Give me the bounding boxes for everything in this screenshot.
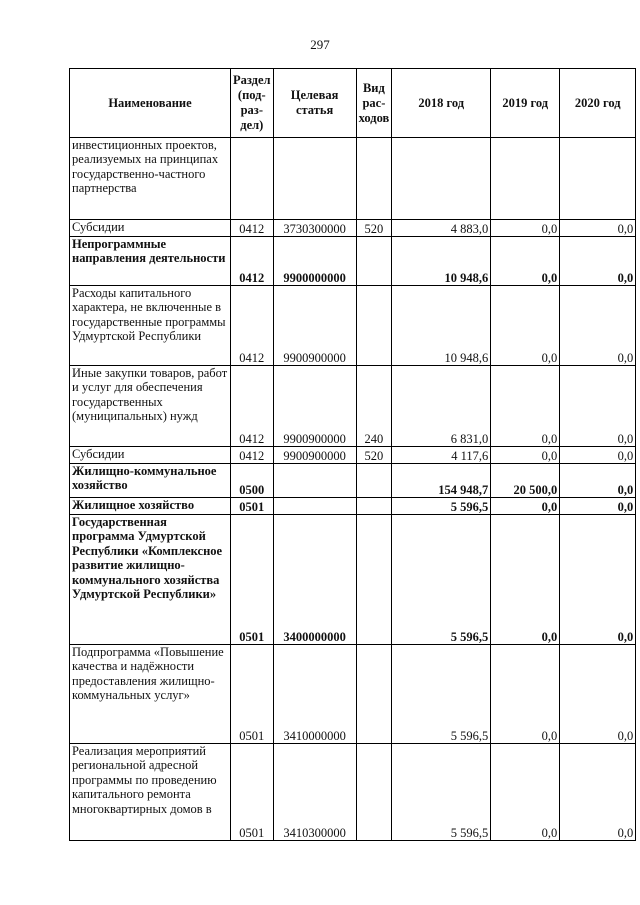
cell-razdel: 0412	[231, 237, 274, 286]
cell-name: Государственная программа Удмуртской Республики «Комплексное развитие жилищно-коммунального хозяйства Удмуртской Республики»	[70, 515, 231, 645]
cell-y2020: 0,0	[560, 237, 636, 286]
cell-target: 3400000000	[273, 515, 356, 645]
table-row	[70, 645, 636, 744]
cell-name: Жилищное хозяйство	[70, 498, 231, 515]
cell-vid: 240	[356, 366, 392, 447]
cell-vid	[356, 498, 392, 515]
table-row	[70, 220, 636, 237]
cell-y2018: 5 596,5	[392, 515, 491, 645]
table-row	[70, 447, 636, 464]
table-row	[70, 464, 636, 498]
cell-y2018: 5 596,5	[392, 498, 491, 515]
cell-y2020: 0,0	[560, 515, 636, 645]
cell-razdel: 0412	[231, 220, 274, 237]
cell-y2020: 0,0	[560, 744, 636, 841]
header-2020: 2020 год	[560, 69, 636, 138]
header-name: Наименование	[70, 69, 231, 138]
cell-y2019: 0,0	[491, 744, 560, 841]
cell-razdel: 0501	[231, 645, 274, 744]
cell-vid	[356, 744, 392, 841]
cell-y2018: 154 948,7	[392, 464, 491, 498]
cell-y2019: 0,0	[491, 237, 560, 286]
cell-razdel: 0501	[231, 744, 274, 841]
cell-y2018: 5 596,5	[392, 645, 491, 744]
cell-y2018	[392, 138, 491, 220]
cell-vid	[356, 515, 392, 645]
cell-target	[273, 498, 356, 515]
cell-target	[273, 138, 356, 220]
cell-target: 9900900000	[273, 286, 356, 366]
cell-y2020: 0,0	[560, 464, 636, 498]
cell-vid: 520	[356, 447, 392, 464]
cell-name: Субсидии	[70, 447, 231, 464]
cell-name: Расходы капитального характера, не включенные в государственные программы Удмуртской Республики	[70, 286, 231, 366]
cell-razdel: 0501	[231, 498, 274, 515]
cell-name: Иные закупки товаров, работ и услуг для обеспечения государственных (муниципальных) нужд	[70, 366, 231, 447]
cell-razdel: 0412	[231, 366, 274, 447]
budget-table	[69, 68, 636, 841]
cell-y2020: 0,0	[560, 220, 636, 237]
table-row	[70, 286, 636, 366]
cell-y2018: 6 831,0	[392, 366, 491, 447]
cell-y2020	[560, 138, 636, 220]
cell-vid	[356, 286, 392, 366]
cell-name: Жилищно-коммунальное хозяйство	[70, 464, 231, 498]
cell-name: Субсидии	[70, 220, 231, 237]
cell-y2019: 0,0	[491, 366, 560, 447]
cell-y2018: 5 596,5	[392, 744, 491, 841]
cell-razdel: 0412	[231, 447, 274, 464]
page-number: 297	[310, 37, 330, 52]
table-row	[70, 138, 636, 220]
cell-y2019	[491, 138, 560, 220]
cell-target: 3410000000	[273, 645, 356, 744]
cell-razdel: 0412	[231, 286, 274, 366]
cell-y2020: 0,0	[560, 447, 636, 464]
header-vid: Вид рас-ходов	[356, 69, 392, 138]
cell-y2020: 0,0	[560, 645, 636, 744]
cell-name: Непрограммные направления деятельности	[70, 237, 231, 286]
cell-y2019: 0,0	[491, 515, 560, 645]
table-header-row	[70, 69, 636, 138]
cell-target: 9900000000	[273, 237, 356, 286]
cell-target: 9900900000	[273, 447, 356, 464]
header-target: Целевая статья	[273, 69, 356, 138]
cell-y2018: 4 117,6	[392, 447, 491, 464]
cell-y2018: 10 948,6	[392, 237, 491, 286]
header-2018: 2018 год	[392, 69, 491, 138]
cell-razdel: 0501	[231, 515, 274, 645]
cell-target	[273, 464, 356, 498]
cell-y2019: 0,0	[491, 447, 560, 464]
table-row	[70, 515, 636, 645]
table-row	[70, 744, 636, 841]
cell-vid	[356, 237, 392, 286]
table-row	[70, 498, 636, 515]
cell-y2018: 4 883,0	[392, 220, 491, 237]
cell-y2020: 0,0	[560, 286, 636, 366]
cell-vid: 520	[356, 220, 392, 237]
cell-razdel	[231, 138, 274, 220]
header-razdel: Раздел (под-раз-дел)	[231, 69, 274, 138]
cell-name: инвестиционных проектов, реализуемых на принципах государственно-частного партнерства	[70, 138, 231, 220]
cell-target: 3730300000	[273, 220, 356, 237]
cell-y2019: 0,0	[491, 645, 560, 744]
cell-target: 3410300000	[273, 744, 356, 841]
cell-y2019: 0,0	[491, 286, 560, 366]
cell-razdel: 0500	[231, 464, 274, 498]
cell-y2020: 0,0	[560, 366, 636, 447]
header-2019: 2019 год	[491, 69, 560, 138]
cell-name: Подпрограмма «Повышение качества и надёжности предоставления жилищно-коммунальных услуг»	[70, 645, 231, 744]
cell-vid	[356, 464, 392, 498]
cell-y2019: 0,0	[491, 498, 560, 515]
cell-vid	[356, 645, 392, 744]
cell-y2019: 0,0	[491, 220, 560, 237]
cell-y2018: 10 948,6	[392, 286, 491, 366]
cell-y2019: 20 500,0	[491, 464, 560, 498]
table-row	[70, 366, 636, 447]
cell-name: Реализация мероприятий региональной адресной программы по проведению капитального ремонта многоквартирных домов в	[70, 744, 231, 841]
cell-vid	[356, 138, 392, 220]
cell-y2020: 0,0	[560, 498, 636, 515]
cell-target: 9900900000	[273, 366, 356, 447]
table-row	[70, 237, 636, 286]
